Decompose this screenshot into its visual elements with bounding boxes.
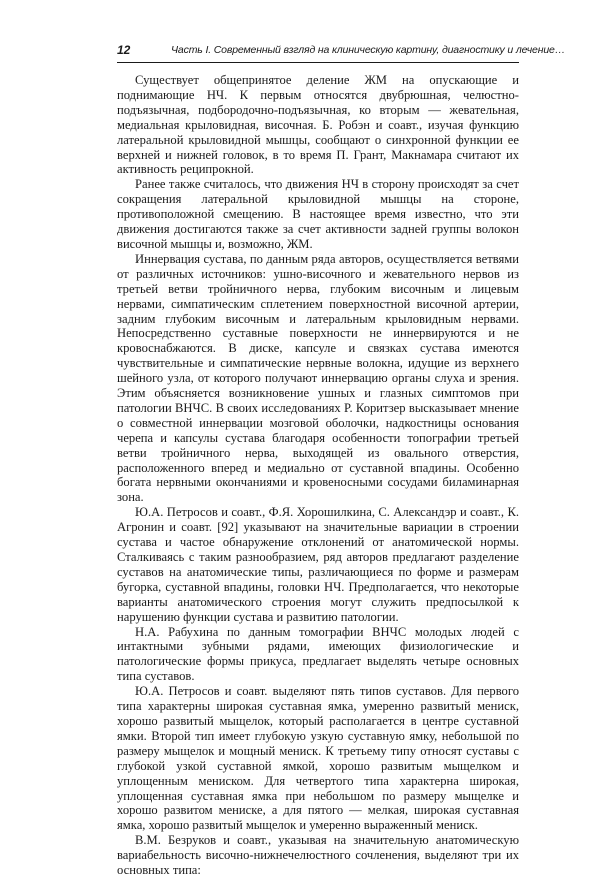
paragraph-innervation: Иннервация сустава, по данным ряда авторов, осуществляется ветвями от различных источников: ушно-височного и жевательного нервов из третьей ветви тройничного нерва, глубоким височным и лицевым нервами, симпатическим сплетением поверхностной височной артерии, задним глубоким височным и латеральным крыловидным нервами. Непосредственно суставные поверхности не иннервируются и не кровоснабжаются. В диске, капсуле и связках сустава имеются чувствительные и симпатические нервные волокна, идущие из верхнего шейного узла, от которого получают иннервацию органы слуха и зрения. Этим объясняется возникновение ушных и глазных симптомов при патологии ВНЧС. В своих исследованиях Р. Коритзер высказывает мнение о совместной иннервации мозговой оболочки, надкостницы основания черепа и капсулы сустава благодаря особенности топографии третьей ветви тройничного нерва, выходящей из овального отверстия, расположенного вперед и медиально от суставной впадины. Особенно богата нервными окончаниями и кровеносными сосудами биламинарная зона.: [117, 251, 519, 505]
body-text: [117, 73, 519, 878]
paragraph-petrosov-types: Ю.А. Петросов и соавт. выделяют пять типов суставов. Для первого типа характерны широкая суставная ямка, умеренно развитый мениск, хорошо развитый мыщелок, который располагается в центре суставной ямки. Второй тип имеет глубокую узкую суставную ямку, небольшой по размеру мыщелок и мощный мениск. К третьему типу относят суставы с глубокой узкой суставной ямкой, хорошо развитым мыщелком и уплощенным мениском. Для четвертого типа характерна широкая, уплощенная суставная ямка при небольшом по размеру мыщелке и хорошо развитом мениске, а для пятого — мелкая, широкая суставная ямка, хорошо развитый мыщелок и умеренно выраженный мениск.: [117, 684, 519, 833]
page-number: 12: [117, 43, 131, 57]
running-title: Часть I. Современный взгляд на клиническую картину, диагностику и лечение…: [171, 44, 566, 56]
paragraph-bezrukov-types: В.М. Безруков и соавт., указывая на значительную анатомическую вариабельность височно-нижнечелюстного сочленения, выделяют три их основных типа:: [117, 833, 519, 878]
paragraph-rabukhina-types: Н.А. Рабухина по данным томографии ВНЧС молодых людей с интактными зубными рядами, имеющих физиологические и патологические формы прикуса, предлагает выделять четыре основных типа суставов.: [117, 624, 519, 684]
paragraph-muscle-groups: Существует общепринятое деление ЖМ на опускающие и поднимающие НЧ. К первым относятся двубрюшная, челюстно-подъязычная, подбородочно-подъязычная, ко вторым — жевательная, медиальная крыловидная, височная. Б. Робэн и соавт., изучая функцию латеральной крыловидной мышцы, сообщают о синхронной функции ее верхней и нижней головок, в то время П. Грант, Макнамара считают их активность реципрокной.: [117, 73, 519, 177]
paragraph-lateral-movements: Ранее также считалось, что движения НЧ в сторону происходят за счет сокращения латеральной крыловидной мышцы на стороне, противоположной смещению. В настоящее время известно, что эти движения достигаются также за счет активности задней группы волокон височной мышцы и, возможно, ЖМ.: [117, 177, 519, 251]
page-header: [117, 40, 566, 63]
paragraph-anatomical-variations: Ю.А. Петросов и соавт., Ф.Я. Хорошилкина, С. Александэр и соавт., К. Агронин и соавт. [92] указывают на значительные вариации в строении сустава и частое обнаружение отклонений от анатомической нормы. Сталкиваясь с таким разнообразием, ряд авторов предлагают разделение суставов на анатомические типы, различающиеся по форме и размерам бугорка, суставной впадины, головки НЧ. Предполагается, что некоторые варианты анатомического строения могут служить предпосылкой к нарушению функции сустава и развитию патологии.: [117, 505, 519, 624]
